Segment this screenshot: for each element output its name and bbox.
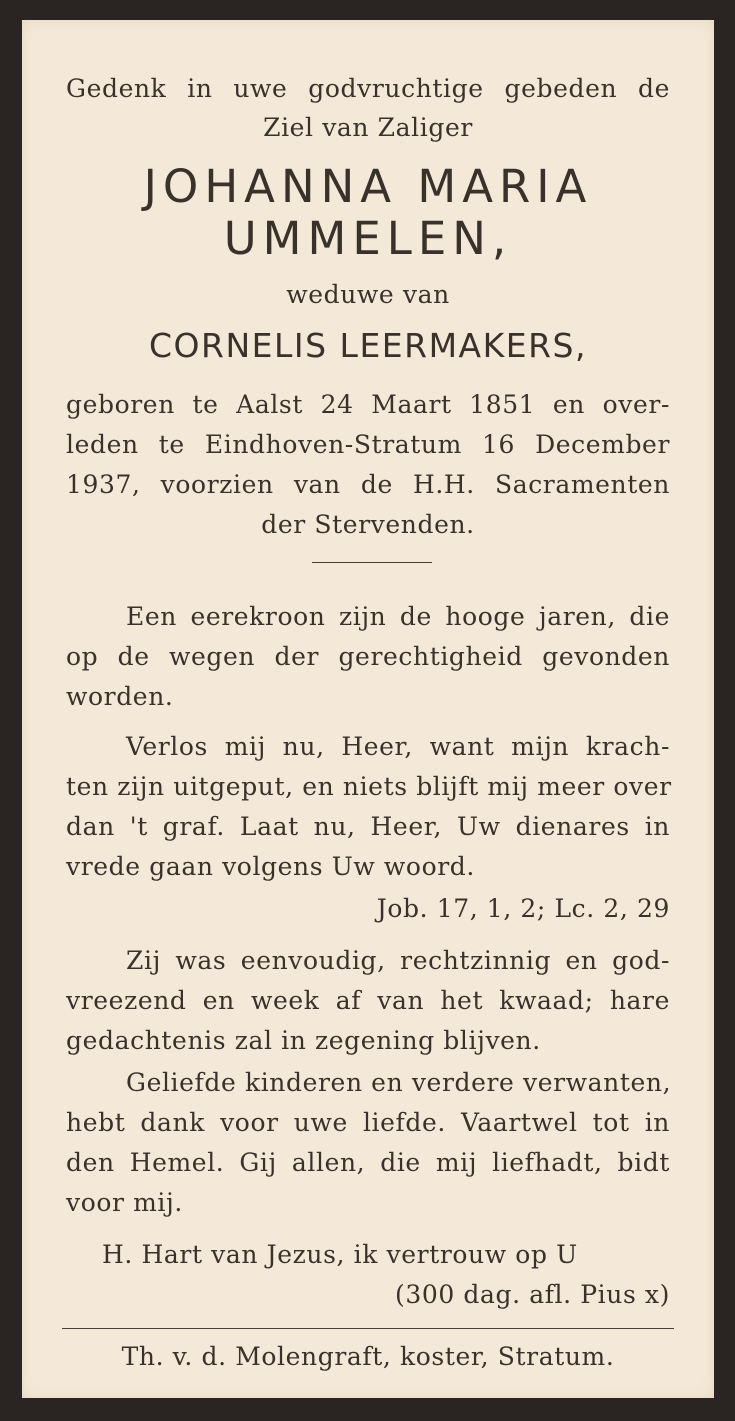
verse-line: Verlos mij nu, Heer, want mijn krach- — [126, 732, 670, 761]
header-line-2: Ziel van Zaliger — [263, 113, 473, 142]
bio-line-1: geboren te Aalst 24 Maart 1851 en over- — [66, 390, 670, 419]
header-line-1: Gedenk in uwe godvruchtige gebeden de — [66, 74, 670, 103]
verse-line: Een eerekroon zijn de hooge jaren, die — [126, 602, 670, 631]
indulgence-note: (300 dag. afl. Pius x) — [394, 1280, 670, 1309]
memorial-card — [22, 20, 714, 1398]
separator-rule — [312, 562, 432, 563]
deceased-surname: UMMELEN, — [223, 212, 513, 265]
verse-line: voor mij. — [66, 1188, 183, 1217]
scripture-reference: Job. 17, 1, 2; Lc. 2, 29 — [376, 894, 670, 923]
verse-line: Geliefde kinderen en verdere verwanten, — [126, 1068, 672, 1097]
spouse-name: CORNELIS LEERMAKERS, — [149, 326, 587, 365]
prayer-line: H. Hart van Jezus, ik vertrouw op U — [102, 1240, 578, 1269]
verse-line: den Hemel. Gij allen, die mij liefhadt, bidt — [66, 1148, 670, 1177]
verse-line: gedachtenis zal in zegening blijven. — [66, 1026, 541, 1055]
verse-line: vreezend en week af van het kwaad; hare — [66, 986, 670, 1015]
verse-line: hebt dank voor uwe liefde. Vaartwel tot in — [66, 1108, 670, 1137]
verse-line: worden. — [66, 682, 174, 711]
verse-line: op de wegen der gerechtigheid gevonden — [66, 642, 670, 671]
deceased-first-names: JOHANNA MARIA — [143, 160, 593, 213]
verse-line: dan 't graf. Laat nu, Heer, Uw dienares in — [66, 812, 670, 841]
footer-rule — [62, 1328, 674, 1329]
bio-line-3: 1937, voorzien van de H.H. Sacramenten — [66, 470, 670, 499]
widow-of-label: weduwe van — [286, 280, 450, 309]
verse-line: vrede gaan volgens Uw woord. — [66, 852, 475, 881]
verse-line: Zij was eenvoudig, rechtzinnig en god- — [126, 946, 670, 975]
printer-credit: Th. v. d. Molengraft, koster, Stratum. — [121, 1342, 615, 1371]
bio-line-4: der Stervenden. — [261, 510, 475, 539]
bio-line-2: leden te Eindhoven-Stratum 16 December — [66, 430, 670, 459]
verse-line: ten zijn uitgeput, en niets blijft mij meer over — [66, 772, 672, 801]
